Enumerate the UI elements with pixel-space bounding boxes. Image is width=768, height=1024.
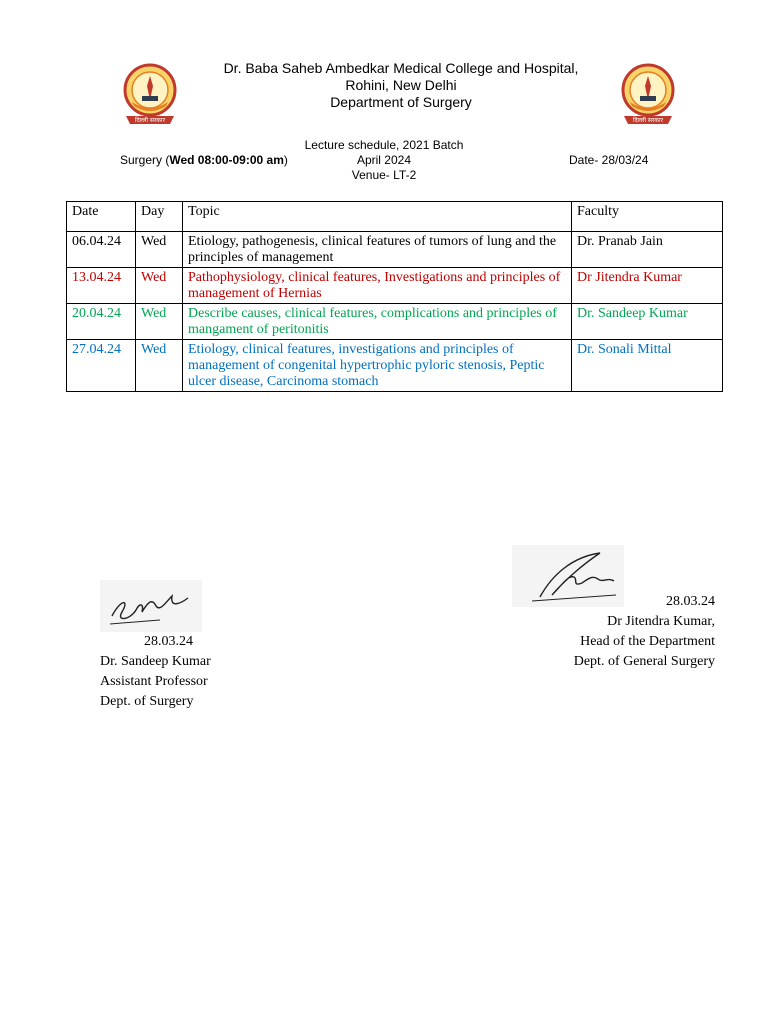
cell-topic: Etiology, pathogenesis, clinical features of tumors of lung and the principles of management (183, 232, 572, 268)
signature-block-right (540, 592, 715, 672)
schedule-info (284, 138, 484, 183)
cell-date: 13.04.24 (67, 268, 136, 304)
department-name: Department of Surgery (330, 94, 472, 110)
cell-day: Wed (136, 268, 183, 304)
subject-time (120, 153, 288, 168)
subject-suffix: ) (283, 153, 288, 167)
cell-faculty: Dr. Sonali Mittal (572, 340, 723, 392)
cell-day: Wed (136, 304, 183, 340)
schedule-month: April 2024 (356, 153, 412, 167)
institution-header (180, 60, 622, 111)
signature-sandeep-kumar (100, 580, 202, 632)
subject-time-bold: Wed 08:00-09:00 am (169, 153, 284, 167)
table-row (67, 268, 723, 304)
signature-block-left (100, 632, 237, 712)
header-topic: Topic (183, 202, 572, 232)
cell-day: Wed (136, 232, 183, 268)
govt-emblem-logo-right (620, 62, 676, 128)
table-row (67, 340, 723, 392)
cell-topic: Describe causes, clinical features, complications and principles of mangament of peritonitis (183, 304, 572, 340)
signature-date: 28.03.24 (144, 634, 193, 649)
cell-date: 06.04.24 (67, 232, 136, 268)
signatory-name: Dr Jitendra Kumar, (607, 614, 715, 629)
signatory-title: Head of the Department (580, 634, 715, 649)
cell-faculty: Dr. Pranab Jain (572, 232, 723, 268)
cell-topic: Pathophysiology, clinical features, Investigations and principles of management of Hernias (183, 268, 572, 304)
table-header-row (67, 202, 723, 232)
institution-location: Rohini, New Delhi (345, 77, 457, 93)
table-row (67, 304, 723, 340)
signatory-title: Assistant Professor (100, 674, 208, 689)
table-row (67, 232, 723, 268)
signatory-name: Dr. Sandeep Kumar (100, 654, 211, 669)
header-faculty: Faculty (572, 202, 723, 232)
govt-emblem-logo-left (122, 62, 178, 128)
header-date: Date (67, 202, 136, 232)
svg-text:दिल्ली सरकार: दिल्ली सरकार (632, 117, 664, 124)
header-day: Day (136, 202, 183, 232)
cell-topic: Etiology, clinical features, investigations and principles of management of congenital hypertrophic pyloric stenosis, Peptic ulcer disease, Carcinoma stomach (183, 340, 572, 392)
lecture-schedule-table (66, 201, 723, 392)
institution-name: Dr. Baba Saheb Ambedkar Medical College and Hospital, (223, 60, 579, 76)
schedule-venue: Venue- LT-2 (351, 168, 417, 182)
svg-text:दिल्ली सरकार: दिल्ली सरकार (134, 117, 166, 124)
signature-date: 28.03.24 (666, 594, 715, 609)
signatory-dept: Dept. of Surgery (100, 694, 194, 709)
subject-prefix: Surgery ( (120, 153, 170, 167)
cell-date: 27.04.24 (67, 340, 136, 392)
cell-date: 20.04.24 (67, 304, 136, 340)
schedule-title: Lecture schedule, 2021 Batch (304, 138, 464, 152)
schedule-date: Date- 28/03/24 (569, 153, 649, 167)
cell-day: Wed (136, 340, 183, 392)
cell-faculty: Dr Jitendra Kumar (572, 268, 723, 304)
signatory-dept: Dept. of General Surgery (573, 654, 715, 669)
cell-faculty: Dr. Sandeep Kumar (572, 304, 723, 340)
